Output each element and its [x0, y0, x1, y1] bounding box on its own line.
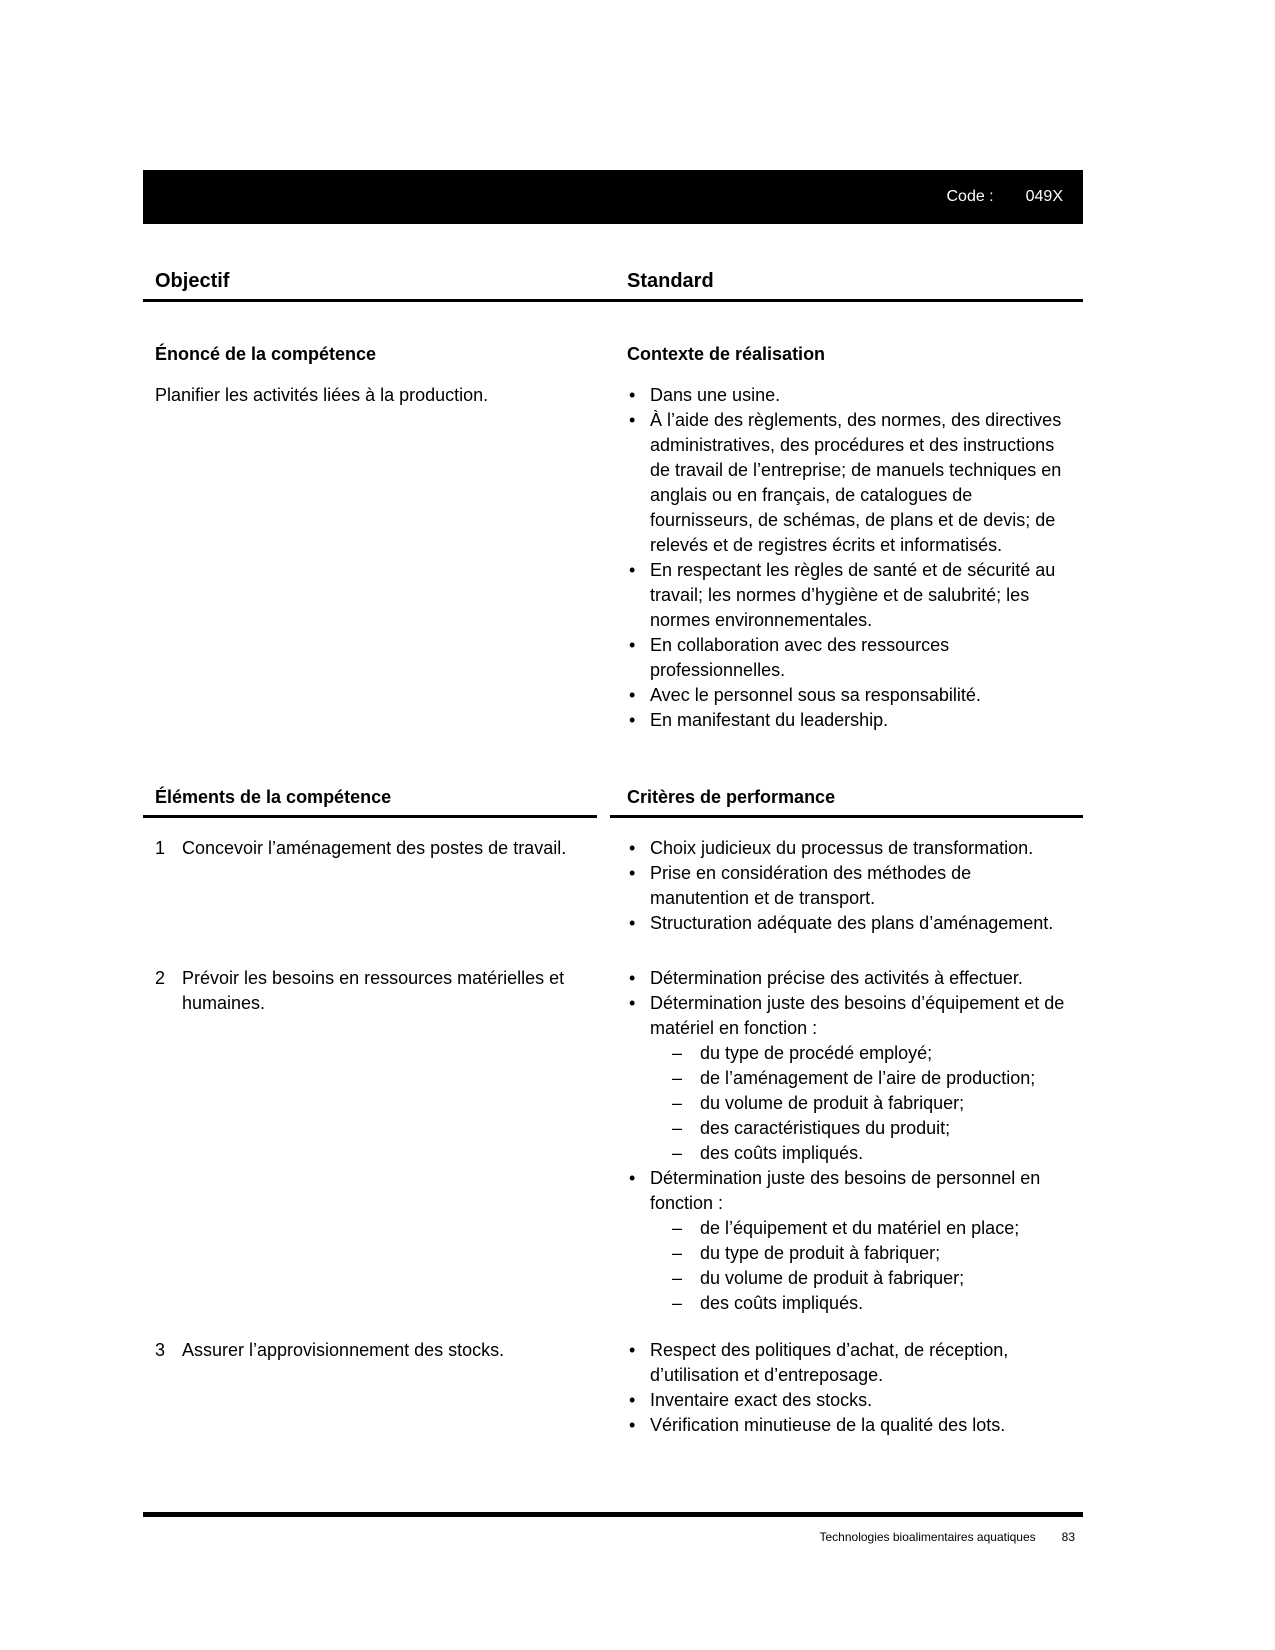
- criteria-cell: [610, 1338, 1083, 1438]
- code-header-bar: [143, 170, 1083, 224]
- criterion-subitem: – des coûts impliqués.: [672, 1141, 1073, 1166]
- standard-column-header: [610, 270, 1083, 293]
- competence-item-row: [143, 836, 1083, 936]
- contexte-bullet: • Dans une usine.: [627, 383, 1073, 408]
- footer-document-title: Technologies bioalimentaires aquatiques: [819, 1530, 1036, 1544]
- criteres-heading: Critères de performance: [627, 787, 836, 807]
- criterion-text: Détermination juste des besoins d’équipement et de matériel en fonction :: [650, 993, 1065, 1038]
- criterion-sublist: [650, 1216, 1073, 1316]
- code-label: Code :: [946, 188, 994, 205]
- criterion: [627, 966, 1073, 991]
- item-text: Assurer l’approvisionnement des stocks.: [182, 1340, 505, 1360]
- item-text: Prévoir les besoins en ressources matérielles et humaines.: [182, 968, 565, 1013]
- contexte-bullet: • En respectant les règles de santé et de sécurité au travail; les normes d’hygiène et de salubrité; les normes environnementales.: [627, 558, 1073, 633]
- criterion: [627, 911, 1073, 936]
- item-text: Concevoir l’aménagement des postes de travail.: [182, 838, 567, 858]
- footer-text-row: [143, 1530, 1083, 1544]
- criterion-subitem: – du type de produit à fabriquer;: [672, 1241, 1073, 1266]
- competence-items: [143, 836, 1083, 1438]
- numbered-item: [155, 1338, 575, 1363]
- criteria-list: [627, 836, 1073, 936]
- criterion: [627, 1166, 1073, 1316]
- criterion-text: Structuration adéquate des plans d’aménagement.: [650, 913, 1054, 933]
- code-value: 049X: [1025, 188, 1063, 205]
- contexte-bullet: • En manifestant du leadership.: [627, 708, 1073, 733]
- criteria-list: [627, 966, 1073, 1316]
- footer-rule: [143, 1512, 1083, 1517]
- enonce-heading: Énoncé de la compétence: [155, 344, 377, 364]
- criterion-subitem: – du volume de produit à fabriquer;: [672, 1091, 1073, 1116]
- footer-page-number: 83: [1061, 1530, 1075, 1544]
- criteres-header-cell: [610, 785, 1083, 818]
- competence-item-row: [143, 1338, 1083, 1438]
- criterion-text: Détermination juste des besoins de personnel en fonction :: [650, 1168, 1041, 1213]
- criterion-text: Inventaire exact des stocks.: [650, 1390, 873, 1410]
- column-titles-row: [143, 270, 1083, 302]
- item-number: 2: [155, 968, 166, 988]
- item-number: 3: [155, 1340, 166, 1360]
- criterion: [627, 1338, 1073, 1388]
- criterion-subitem: – des caractéristiques du produit;: [672, 1116, 1073, 1141]
- criterion-subitem: – de l’équipement et du matériel en place;: [672, 1216, 1073, 1241]
- page-footer: [143, 1512, 1083, 1544]
- criterion: [627, 836, 1073, 861]
- criterion-subitem: – du type de procédé employé;: [672, 1041, 1073, 1066]
- page-content: [143, 0, 1083, 1544]
- enonce-column: [143, 342, 597, 733]
- contexte-bullet-list: [627, 383, 1073, 733]
- criterion-sublist: [650, 1041, 1073, 1166]
- numbered-item: [155, 966, 575, 1016]
- contexte-bullet: • Avec le personnel sous sa responsabilité.: [627, 683, 1073, 708]
- criterion: [627, 1388, 1073, 1413]
- item-cell: [143, 836, 597, 936]
- criterion-subitem: – de l’aménagement de l’aire de production;: [672, 1066, 1073, 1091]
- competence-item-row: [143, 966, 1083, 1316]
- criterion: [627, 1413, 1073, 1438]
- criteria-cell: [610, 966, 1083, 1316]
- objectif-title: Objectif: [155, 270, 230, 292]
- standard-title: Standard: [627, 270, 714, 292]
- elements-criteres-header-row: [143, 785, 1083, 818]
- criteria-cell: [610, 836, 1083, 936]
- criterion-text: Vérification minutieuse de la qualité des lots.: [650, 1415, 1006, 1435]
- objectif-column-header: [143, 270, 597, 293]
- criterion-text: Choix judicieux du processus de transformation.: [650, 838, 1034, 858]
- enonce-contexte-section: [143, 342, 1083, 733]
- item-cell: [143, 966, 597, 1316]
- criterion: [627, 991, 1073, 1166]
- criterion: [627, 861, 1073, 911]
- item-number: 1: [155, 838, 166, 858]
- numbered-item: [155, 836, 575, 861]
- contexte-heading: Contexte de réalisation: [627, 344, 826, 364]
- contexte-bullet: • En collaboration avec des ressources professionnelles.: [627, 633, 1073, 683]
- elements-heading: Éléments de la compétence: [155, 787, 392, 807]
- criterion-text: Détermination précise des activités à effectuer.: [650, 968, 1023, 988]
- criterion-subitem: – du volume de produit à fabriquer;: [672, 1266, 1073, 1291]
- enonce-text: Planifier les activités liées à la production.: [155, 385, 489, 405]
- criterion-subitem: – des coûts impliqués.: [672, 1291, 1073, 1316]
- item-cell: [143, 1338, 597, 1438]
- criterion-text: Prise en considération des méthodes de manutention et de transport.: [650, 863, 972, 908]
- criteria-list: [627, 1338, 1073, 1438]
- criterion-text: Respect des politiques d’achat, de réception, d’utilisation et d’entreposage.: [650, 1340, 1009, 1385]
- elements-header-cell: [143, 785, 597, 818]
- contexte-column: [610, 342, 1083, 733]
- contexte-bullet: • À l’aide des règlements, des normes, des directives administratives, des procédures et des instructions de travail de l’entreprise; de manuels techniques en anglais ou en français, de catalogues de fournisseurs, de schémas, de plans et de devis; de relevés et de registres écrits et informatisés.: [627, 408, 1073, 558]
